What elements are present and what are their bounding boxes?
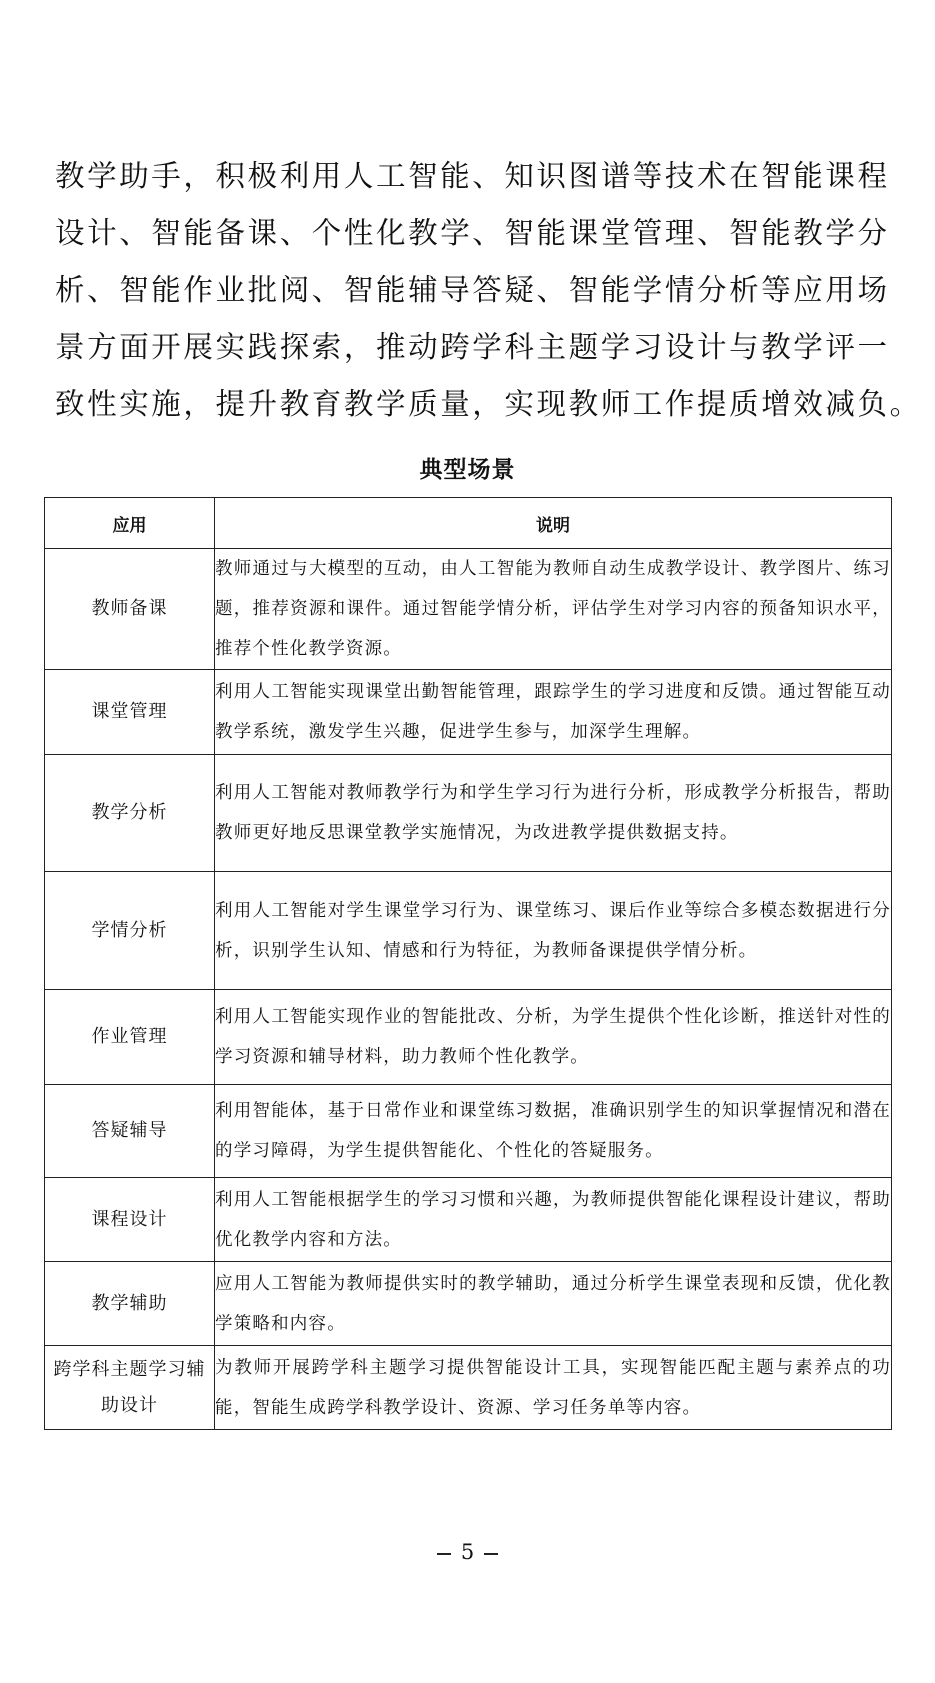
application-cell: 跨学科主题学习辅助设计 xyxy=(45,1346,215,1430)
description-cell: 利用人工智能根据学生的学习习惯和兴趣，为教师提供智能化课程设计建议，帮助优化教学内容和方法。 xyxy=(215,1178,892,1262)
table-row xyxy=(45,1262,892,1346)
description-cell: 应用人工智能为教师提供实时的教学辅助，通过分析学生课堂表现和反馈，优化教学策略和内容。 xyxy=(215,1262,892,1346)
body-line: 景方面开展实践探索，推动跨学科主题学习设计与教学评一 xyxy=(55,330,890,364)
table-header-row xyxy=(45,498,892,549)
description-cell: 利用人工智能实现作业的智能批改、分析，为学生提供个性化诊断，推送针对性的学习资源和辅导材料，助力教师个性化教学。 xyxy=(215,990,892,1085)
description-cell: 利用智能体，基于日常作业和课堂练习数据，准确识别学生的知识掌握情况和潜在的学习障碍，为学生提供智能化、个性化的答疑服务。 xyxy=(215,1085,892,1178)
body-line: 致性实施，提升教育教学质量，实现教师工作提质增效减负。 xyxy=(55,387,922,421)
application-cell: 作业管理 xyxy=(45,990,215,1085)
application-cell: 教师备课 xyxy=(45,549,215,670)
description-cell: 利用人工智能实现课堂出勤智能管理，跟踪学生的学习进度和反馈。通过智能互动教学系统，激发学生兴趣，促进学生参与，加深学生理解。 xyxy=(215,670,892,755)
description-cell: 教师通过与大模型的互动，由人工智能为教师自动生成教学设计、教学图片、练习题，推荐资源和课件。通过智能学情分析，评估学生对学习内容的预备知识水平，推荐个性化教学资源。 xyxy=(215,549,892,670)
table-row xyxy=(45,1085,892,1178)
footer-dash-right xyxy=(484,1553,498,1555)
table-row xyxy=(45,990,892,1085)
body-line: 析、智能作业批阅、智能辅导答疑、智能学情分析等应用场 xyxy=(55,273,890,307)
application-cell: 课程设计 xyxy=(45,1178,215,1262)
description-cell: 利用人工智能对学生课堂学习行为、课堂练习、课后作业等综合多模态数据进行分析，识别学生认知、情感和行为特征，为教师备课提供学情分析。 xyxy=(215,872,892,990)
application-cell: 课堂管理 xyxy=(45,670,215,755)
table-row xyxy=(45,755,892,872)
header-description: 说明 xyxy=(215,498,892,549)
application-cell: 学情分析 xyxy=(45,872,215,990)
table-row xyxy=(45,670,892,755)
application-cell: 教学辅助 xyxy=(45,1262,215,1346)
body-line: 设计、智能备课、个性化教学、智能课堂管理、智能教学分 xyxy=(55,216,890,250)
footer-dash-left xyxy=(437,1553,451,1555)
page-number: 5 xyxy=(460,1540,475,1564)
body-line: 教学助手，积极利用人工智能、知识图谱等技术在智能课程 xyxy=(55,159,890,193)
description-cell: 为教师开展跨学科主题学习提供智能设计工具，实现智能匹配主题与素养点的功能，智能生成跨学科教学设计、资源、学习任务单等内容。 xyxy=(215,1346,892,1430)
application-cell: 答疑辅导 xyxy=(45,1085,215,1178)
table-row xyxy=(45,1346,892,1430)
header-application: 应用 xyxy=(45,498,215,549)
table-title: 典型场景 xyxy=(419,457,516,483)
scenarios-table xyxy=(44,497,892,1430)
page-footer xyxy=(0,1540,935,1564)
description-cell: 利用人工智能对教师教学行为和学生学习行为进行分析，形成教学分析报告，帮助教师更好地反思课堂教学实施情况，为改进教学提供数据支持。 xyxy=(215,755,892,872)
body-paragraph xyxy=(55,148,922,433)
application-cell: 教学分析 xyxy=(45,755,215,872)
table-row xyxy=(45,1178,892,1262)
table-row xyxy=(45,549,892,670)
table-row xyxy=(45,872,892,990)
